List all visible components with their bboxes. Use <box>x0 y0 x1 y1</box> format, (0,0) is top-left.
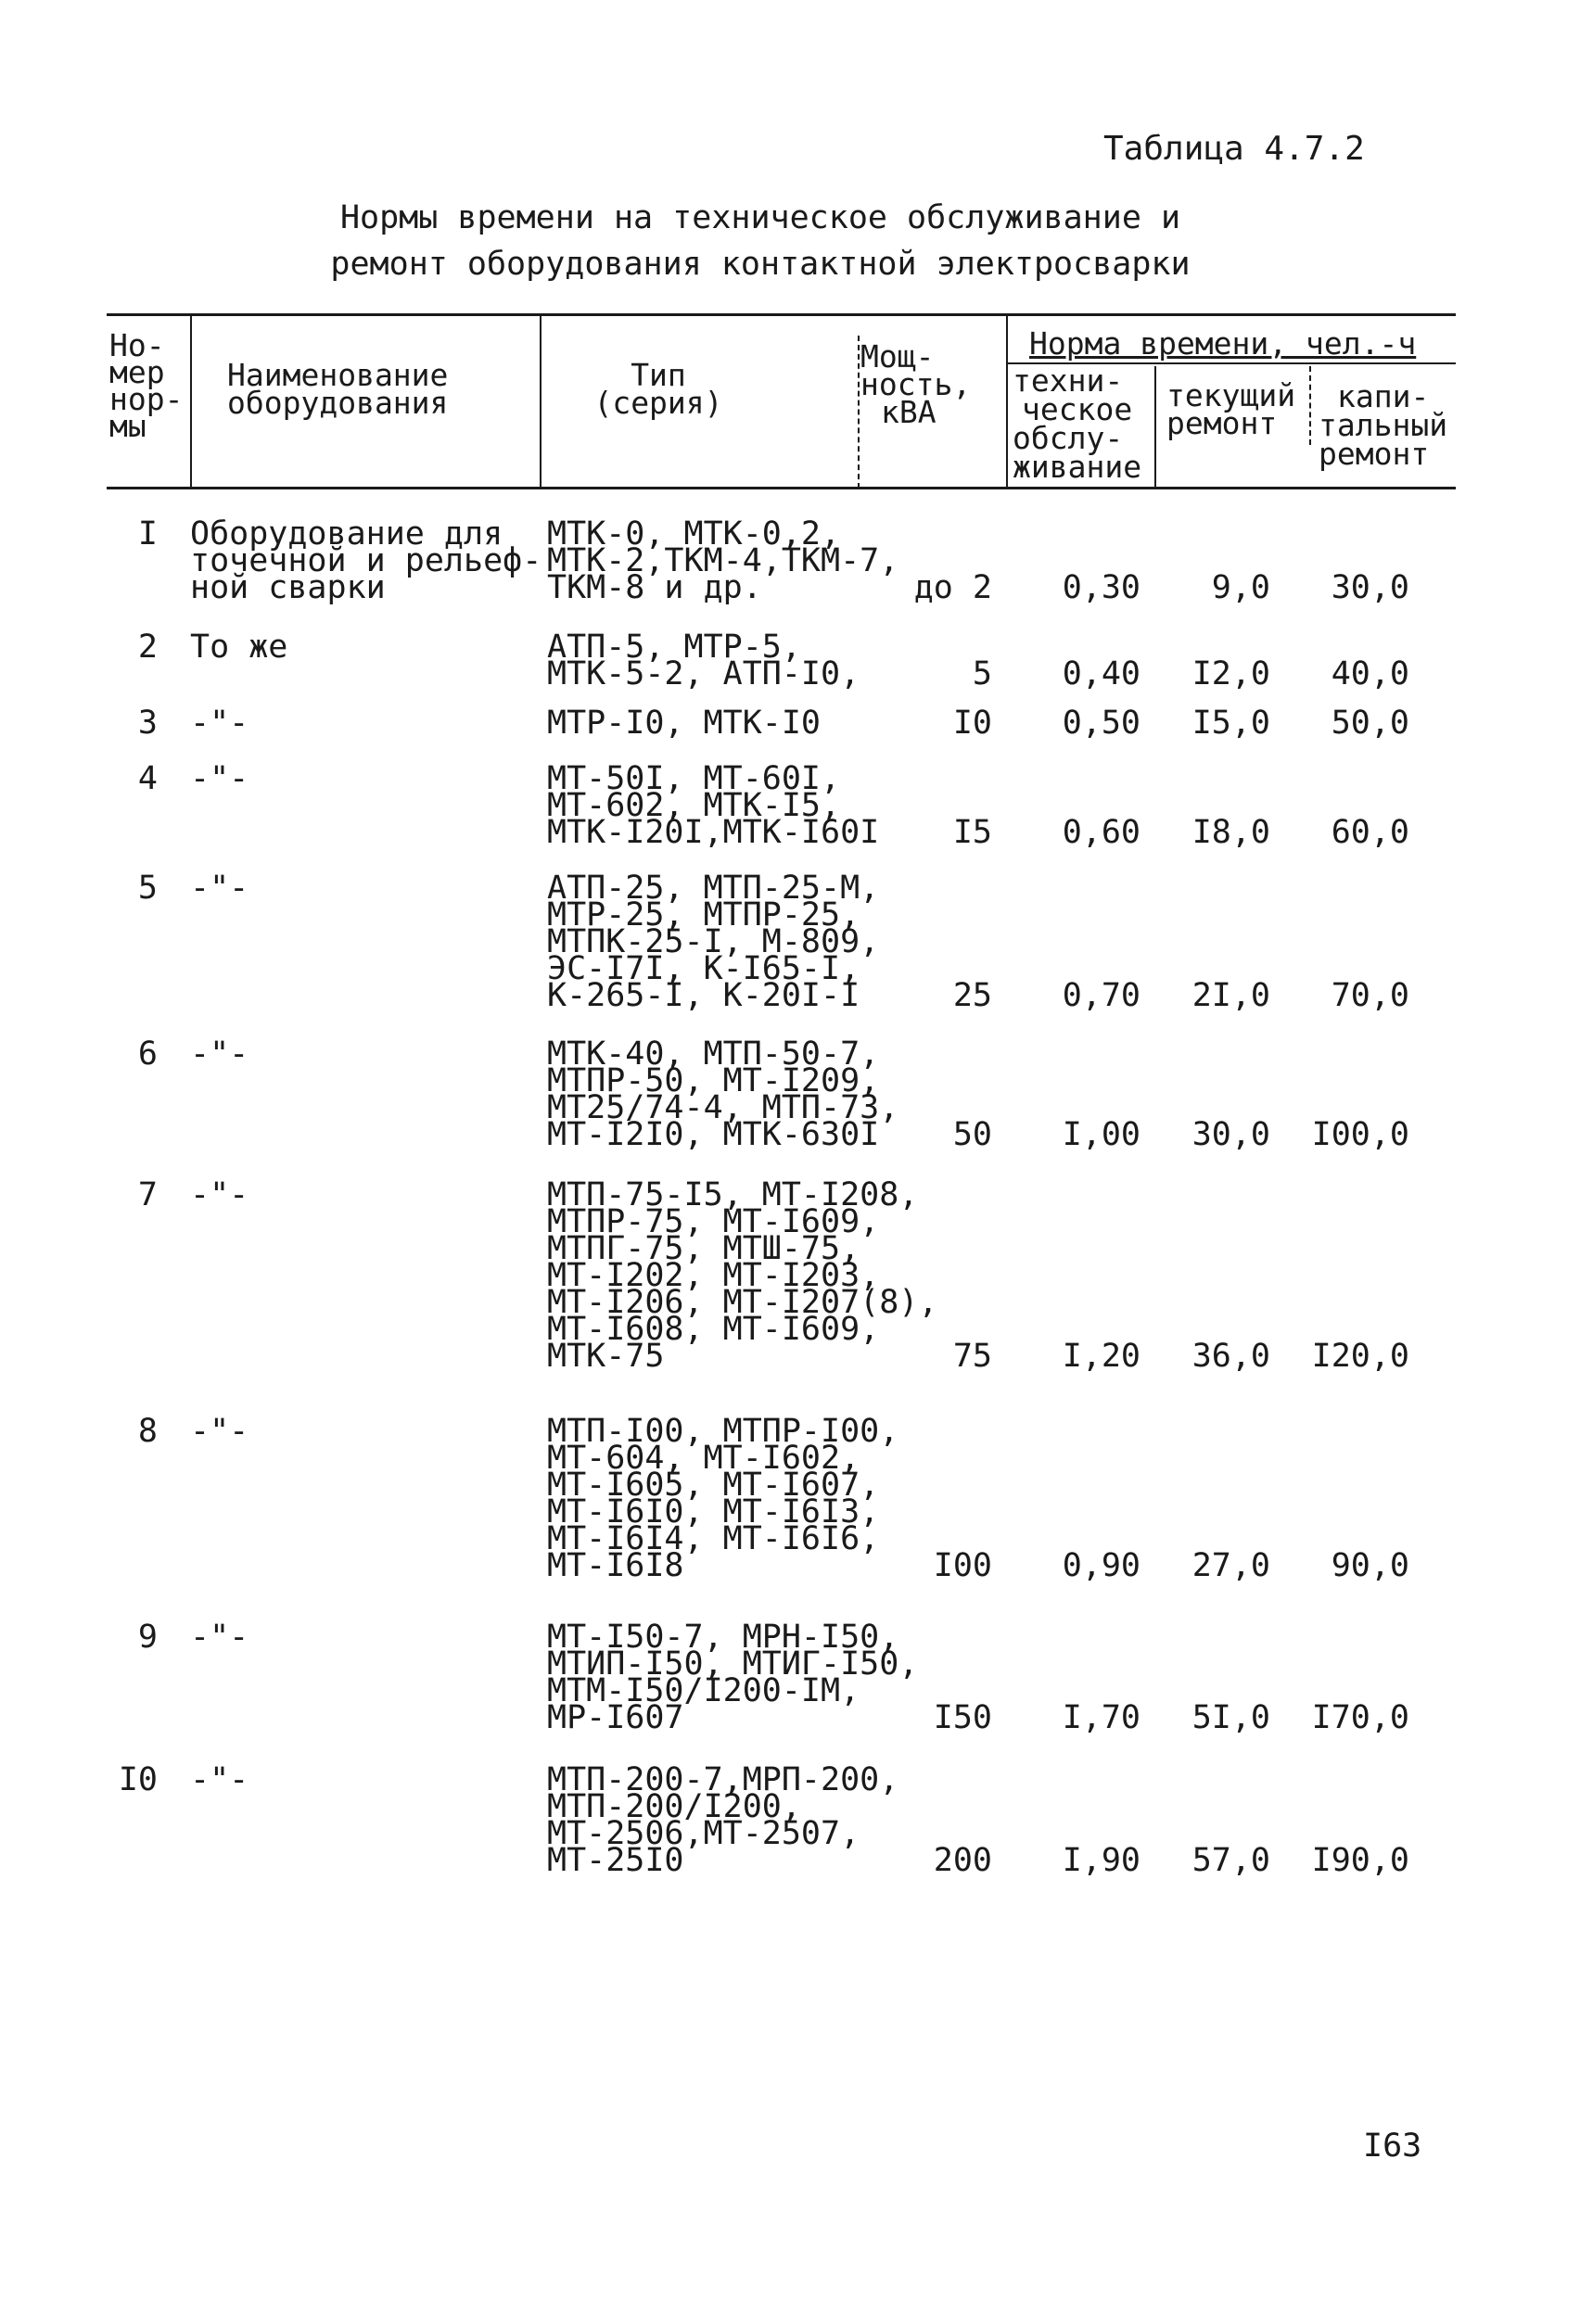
maintenance-value: 0,40 <box>1062 655 1140 692</box>
current-repair-value: I5,0 <box>1191 705 1270 742</box>
capital-repair-value: I90,0 <box>1311 1842 1409 1879</box>
current-repair-value: 9,0 <box>1211 569 1270 606</box>
header-norm-group: Норма времени, чел.-ч <box>1029 325 1417 362</box>
equipment-type: МТК-0, МТК-0,2, МТК-2,ТКМ-4,ТКМ-7, ТКМ-8 и др. <box>547 515 899 606</box>
maintenance-value: 0,70 <box>1062 977 1140 1014</box>
equipment-name: -"- <box>190 1413 249 1450</box>
norm-number: 8 <box>137 1413 158 1450</box>
equipment-type: МТ-50I, МТ-60I, МТ-602, МТК-I5, МТК-I20I,МТК-I60I <box>547 760 880 851</box>
equipment-type: МТ-I50-7, МРН-I50, МТИП-I50, МТИГ-I50, МТМ-I50/I200-IМ, МР-I607 <box>547 1619 919 1736</box>
equipment-type: АТП-5, МТР-5, МТК-5-2, АТП-I0, <box>547 629 860 692</box>
header-power: Мощ- ность, кВА <box>860 338 972 430</box>
current-repair-value: 36,0 <box>1191 1338 1270 1375</box>
current-repair-value: 2I,0 <box>1191 977 1270 1014</box>
capital-repair-value: 50,0 <box>1331 705 1409 742</box>
header-divider <box>1309 366 1311 445</box>
maintenance-value: I,70 <box>1062 1699 1140 1736</box>
norm-number: I <box>137 515 158 552</box>
power-value: I00 <box>933 1547 992 1584</box>
maintenance-value: I,00 <box>1062 1116 1140 1153</box>
maintenance-value: I,90 <box>1062 1842 1140 1879</box>
maintenance-value: 0,90 <box>1062 1547 1140 1584</box>
power-value: 5 <box>972 655 992 692</box>
header-divider <box>190 313 192 489</box>
equipment-name: Оборудование для точечной и рельеф- ной сварки <box>190 515 542 606</box>
norm-number: 9 <box>137 1619 158 1656</box>
maintenance-value: 0,60 <box>1062 814 1140 851</box>
equipment-type: МТР-I0, МТК-I0 <box>547 705 822 742</box>
capital-repair-value: 90,0 <box>1331 1547 1409 1584</box>
maintenance-value: 0,50 <box>1062 705 1140 742</box>
equipment-name: -"- <box>190 1176 249 1213</box>
power-value: 200 <box>933 1842 992 1879</box>
norm-number: I0 <box>118 1761 158 1798</box>
current-repair-value: I8,0 <box>1191 814 1270 851</box>
norm-number: 4 <box>137 760 158 797</box>
current-repair-value: 5I,0 <box>1191 1699 1270 1736</box>
equipment-type: МТП-200-7,МРП-200, МТП-200/I200, МТ-2506,МТ-2507, МТ-25I0 <box>547 1761 899 1879</box>
maintenance-value: 0,30 <box>1062 569 1140 606</box>
norm-number: 5 <box>137 870 158 907</box>
capital-repair-value: 60,0 <box>1331 814 1409 851</box>
current-repair-value: I2,0 <box>1191 655 1270 692</box>
header-capital-repair: капи- тальный ремонт <box>1319 378 1448 472</box>
table-title <box>315 195 1205 287</box>
header-maintenance: техни- ческое обслу- живание <box>1013 362 1142 485</box>
current-repair-value: 57,0 <box>1191 1842 1270 1879</box>
power-value: 75 <box>952 1338 992 1375</box>
header-divider <box>858 336 860 489</box>
header-bottom-rule <box>107 487 1456 489</box>
header-divider <box>540 313 542 489</box>
capital-repair-value: 40,0 <box>1331 655 1409 692</box>
header-current-repair: текущий ремонт <box>1166 377 1296 441</box>
capital-repair-value: I20,0 <box>1311 1338 1409 1375</box>
table-title-line: Нормы времени на техническое обслуживание и <box>339 199 1181 236</box>
equipment-name: -"- <box>190 870 249 907</box>
page-number: I63 <box>1363 2127 1422 2165</box>
table-title-line: ремонт оборудования контактной электросварки <box>330 246 1191 283</box>
equipment-type: МТП-75-I5, МТ-I208, МТПР-75, МТ-I609, МТПГ-75, МТШ-75, МТ-I202, МТ-I203, МТ-I206, МТ-I207(8), МТ-I608, МТ-I609, МТК-75 <box>547 1176 938 1375</box>
equipment-name: -"- <box>190 1761 249 1798</box>
power-value: I50 <box>933 1699 992 1736</box>
norm-number: 2 <box>137 629 158 666</box>
power-value: 50 <box>952 1116 992 1153</box>
power-value: I5 <box>952 814 992 851</box>
capital-repair-value: 30,0 <box>1331 569 1409 606</box>
capital-repair-value: 70,0 <box>1331 977 1409 1014</box>
equipment-name: -"- <box>190 1035 249 1073</box>
norm-number: 6 <box>137 1035 158 1073</box>
power-value: до 2 <box>913 569 992 606</box>
equipment-name: То же <box>190 629 288 666</box>
equipment-name: -"- <box>190 1619 249 1656</box>
header-divider <box>1154 366 1156 489</box>
header-top-rule <box>107 313 1456 316</box>
equipment-name: -"- <box>190 760 249 797</box>
equipment-name: -"- <box>190 705 249 742</box>
maintenance-value: I,20 <box>1062 1338 1140 1375</box>
equipment-type: АТП-25, МТП-25-М, МТР-25, МТПР-25, МТПК-25-I, М-809, ЭС-I7I, К-I65-I, К-265-I, К-20I-I <box>547 870 880 1014</box>
current-repair-value: 30,0 <box>1191 1116 1270 1153</box>
equipment-type: МТК-40, МТП-50-7, МТПР-50, МТ-I209, МТ25/74-4, МТП-73, МТ-I2I0, МТК-630I <box>547 1035 899 1153</box>
power-value: I0 <box>952 705 992 742</box>
current-repair-value: 27,0 <box>1191 1547 1270 1584</box>
norm-number: 7 <box>137 1176 158 1213</box>
power-value: 25 <box>952 977 992 1014</box>
equipment-type: МТП-I00, МТПР-I00, МТ-604, МТ-I602, МТ-I605, МТ-I607, МТ-I6I0, МТ-I6I3, МТ-I6I4, МТ-I6I6, МТ-I6I8 <box>547 1413 899 1584</box>
capital-repair-value: I70,0 <box>1311 1699 1409 1736</box>
header-equipment-name: Наименование оборудования <box>227 357 449 421</box>
norm-number: 3 <box>137 705 158 742</box>
header-norm-number: Но- мер нор- мы <box>109 327 184 444</box>
table-number: Таблица 4.7.2 <box>1103 130 1365 168</box>
header-divider <box>1006 313 1008 489</box>
capital-repair-value: I00,0 <box>1311 1116 1409 1153</box>
header-type: Тип (серия) <box>593 357 723 421</box>
